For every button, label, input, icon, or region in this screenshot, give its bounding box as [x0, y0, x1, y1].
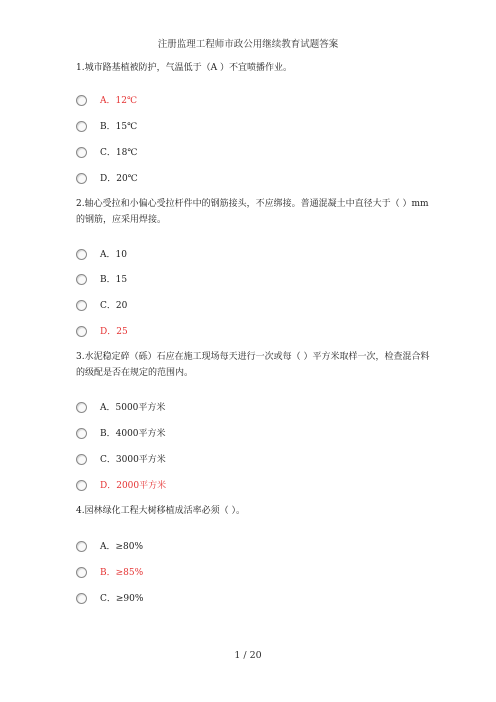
- radio-button-icon[interactable]: [76, 147, 87, 158]
- radio-button-icon[interactable]: [76, 480, 87, 491]
- question-3-text: 3.水泥稳定碎（砾）石应在施工现场每天进行一次或每（ ）平方米取样一次，检查混合料的级配是否在规定的范围内。: [76, 352, 430, 378]
- option-label: B．≥85%: [100, 568, 144, 578]
- radio-button-icon[interactable]: [76, 121, 87, 132]
- option-label: D．2000平方米: [100, 481, 167, 491]
- radio-button-icon[interactable]: [76, 593, 87, 604]
- option-label: D．25: [100, 327, 128, 337]
- option-label: C．3000平方米: [100, 455, 166, 465]
- radio-button-icon[interactable]: [76, 95, 87, 106]
- radio-button-icon[interactable]: [76, 326, 87, 337]
- page-number: 1 / 20: [234, 650, 262, 661]
- radio-button-icon[interactable]: [76, 300, 87, 311]
- radio-button-icon[interactable]: [76, 454, 87, 465]
- radio-button-icon[interactable]: [76, 567, 87, 578]
- radio-button-icon[interactable]: [76, 541, 87, 552]
- page-title: 注册监理工程师市政公用继续教育试题答案: [157, 39, 339, 50]
- option-label: C．20: [100, 301, 128, 311]
- option-label: B．15: [100, 275, 128, 285]
- option-label: B．4000平方米: [100, 429, 166, 439]
- option-label: A．12℃: [100, 96, 138, 106]
- radio-button-icon[interactable]: [76, 249, 87, 260]
- option-label: A．≥80%: [100, 542, 144, 552]
- radio-button-icon[interactable]: [76, 173, 87, 184]
- option-label: C．18℃: [100, 148, 138, 158]
- radio-button-icon[interactable]: [76, 274, 87, 285]
- question-1-text: 1.城市路基植被防护，气温低于（A ）不宜喷播作业。: [76, 63, 292, 73]
- option-label: A．10: [100, 250, 127, 260]
- option-label: A．5000平方米: [100, 403, 166, 413]
- radio-button-icon[interactable]: [76, 428, 87, 439]
- option-label: B．15℃: [100, 122, 138, 132]
- option-label: D．20℃: [100, 174, 138, 184]
- radio-button-icon[interactable]: [76, 402, 87, 413]
- question-4-text: 4.园林绿化工程大树移植成活率必须（ ）。: [76, 506, 245, 516]
- option-label: C．≥90%: [100, 594, 144, 604]
- question-2-text: 2.轴心受拉和小偏心受拉杆件中的钢筋接头，不应绑接。普通混凝土中直径大于（ ）mm 的钢筋，应采用焊接。: [76, 199, 429, 225]
